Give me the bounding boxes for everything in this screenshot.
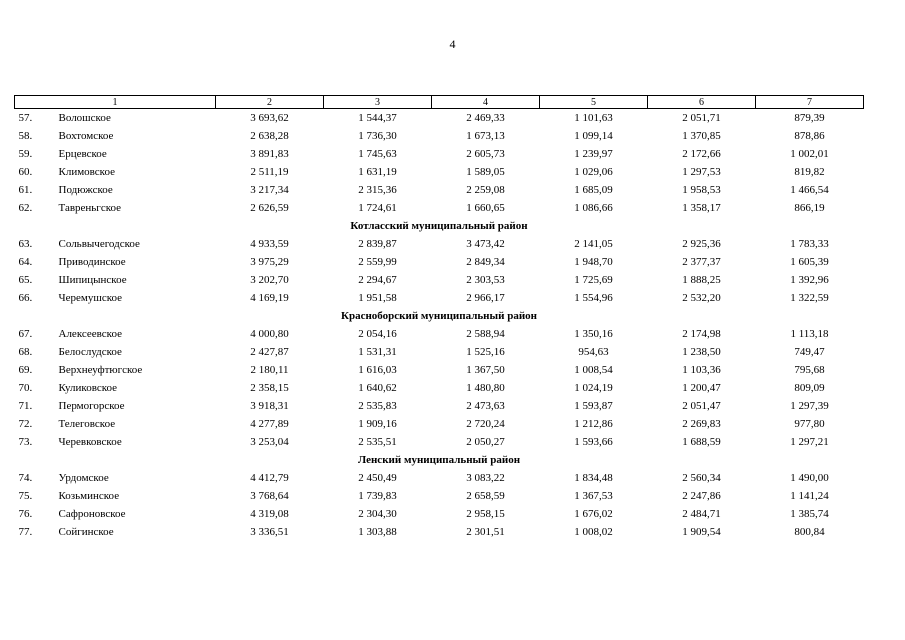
value-cell: 2 377,37 — [682, 255, 721, 268]
value-cell: 1 008,02 — [574, 525, 613, 538]
section-header-row — [15, 451, 864, 469]
value-cell: 866,19 — [794, 201, 825, 214]
value-cell: 3 217,34 — [250, 183, 289, 196]
table-row — [15, 109, 864, 128]
value-cell: 1 631,19 — [358, 165, 397, 178]
value-cell: 2 925,36 — [682, 237, 721, 250]
value-cell: 1 676,02 — [574, 507, 613, 520]
settlement-name: Пермогорское — [58, 399, 125, 412]
settlement-cell — [15, 271, 216, 289]
value-cell: 3 473,42 — [466, 237, 505, 250]
data-table — [14, 95, 864, 541]
row-number: 76. — [18, 507, 33, 520]
section-title: Котласский муниципальный район — [350, 219, 528, 232]
value-cell: 2 484,71 — [682, 507, 721, 520]
table-body — [15, 109, 864, 542]
table-row — [15, 415, 864, 433]
value-cell: 1 024,19 — [574, 381, 613, 394]
value-cell: 2 559,99 — [358, 255, 397, 268]
value-cell: 1 086,66 — [574, 201, 613, 214]
value-cell: 2 050,27 — [466, 435, 505, 448]
settlement-name: Козьминское — [58, 489, 120, 502]
row-number: 59. — [18, 147, 33, 160]
settlement-cell — [15, 379, 216, 397]
value-cell: 1 688,59 — [682, 435, 721, 448]
settlement-cell — [15, 433, 216, 451]
value-cell: 2 294,67 — [358, 273, 397, 286]
settlement-name: Белослудское — [58, 345, 122, 358]
table-row — [15, 127, 864, 145]
value-cell: 1 113,18 — [790, 327, 829, 340]
settlement-name: Ерцевское — [58, 147, 107, 160]
value-cell: 1 783,33 — [790, 237, 829, 250]
row-number: 65. — [18, 273, 33, 286]
value-cell: 1 029,06 — [574, 165, 613, 178]
column-header: 6 — [648, 96, 756, 109]
settlement-name: Урдомское — [58, 471, 109, 484]
value-cell: 1 099,14 — [574, 129, 613, 142]
column-header: 4 — [432, 96, 540, 109]
table-row — [15, 325, 864, 343]
value-cell: 1 736,30 — [358, 129, 397, 142]
row-number: 63. — [18, 237, 33, 250]
value-cell: 4 277,89 — [250, 417, 289, 430]
value-cell: 1 909,54 — [682, 525, 721, 538]
value-cell: 1 888,25 — [682, 273, 721, 286]
value-cell: 4 169,19 — [250, 291, 289, 304]
value-cell: 2 450,49 — [358, 471, 397, 484]
value-cell: 2 658,59 — [466, 489, 505, 502]
settlement-name: Тавреньгское — [58, 201, 122, 214]
settlement-cell — [15, 109, 216, 128]
value-cell: 954,63 — [578, 345, 609, 358]
row-number: 72. — [18, 417, 33, 430]
page-number: 4 — [449, 37, 456, 51]
table-row — [15, 505, 864, 523]
value-cell: 2 958,15 — [466, 507, 505, 520]
value-cell: 2 301,51 — [466, 525, 505, 538]
value-cell: 2 358,15 — [250, 381, 289, 394]
settlement-cell — [15, 163, 216, 181]
table-row — [15, 199, 864, 217]
value-cell: 2 269,83 — [682, 417, 721, 430]
value-cell: 2 051,71 — [682, 111, 721, 124]
value-cell: 3 336,51 — [250, 525, 289, 538]
value-cell: 4 933,59 — [250, 237, 289, 250]
value-cell: 1 141,24 — [790, 489, 829, 502]
row-number: 69. — [18, 363, 33, 376]
value-cell: 1 008,54 — [574, 363, 613, 376]
value-cell: 4 319,08 — [250, 507, 289, 520]
value-cell: 1 554,96 — [574, 291, 613, 304]
value-cell: 1 951,58 — [358, 291, 397, 304]
value-cell: 2 247,86 — [682, 489, 721, 502]
settlement-name: Черемушское — [58, 291, 123, 304]
row-number: 73. — [18, 435, 33, 448]
row-number: 77. — [18, 525, 33, 538]
value-cell: 3 202,70 — [250, 273, 289, 286]
section-title: Красноборский муниципальный район — [340, 309, 537, 322]
value-cell: 2 535,83 — [358, 399, 397, 412]
value-cell: 879,39 — [794, 111, 825, 124]
value-cell: 1 370,85 — [682, 129, 721, 142]
settlement-name: Сойгинское — [58, 525, 114, 538]
value-cell: 1 725,69 — [574, 273, 613, 286]
settlement-cell — [15, 127, 216, 145]
table-row — [15, 271, 864, 289]
value-cell: 3 768,64 — [250, 489, 289, 502]
settlement-cell — [15, 181, 216, 199]
settlement-name: Верхнеуфтюгское — [58, 363, 143, 376]
value-cell: 1 724,61 — [358, 201, 397, 214]
row-number: 57. — [18, 111, 33, 124]
settlement-cell — [15, 253, 216, 271]
value-cell: 4 000,80 — [250, 327, 289, 340]
value-cell: 1 593,87 — [574, 399, 613, 412]
value-cell: 1 385,74 — [790, 507, 829, 520]
row-number: 71. — [18, 399, 33, 412]
value-cell: 1 616,03 — [358, 363, 397, 376]
table-row — [15, 289, 864, 307]
settlement-cell — [15, 415, 216, 433]
settlement-name: Волошское — [58, 111, 111, 124]
value-cell: 3 253,04 — [250, 435, 289, 448]
settlement-name: Шипицынское — [58, 273, 127, 286]
table-row — [15, 361, 864, 379]
table-row — [15, 433, 864, 451]
value-cell: 2 605,73 — [466, 147, 505, 160]
value-cell: 1 673,13 — [466, 129, 505, 142]
value-cell: 2 588,94 — [466, 327, 505, 340]
value-cell: 1 531,31 — [358, 345, 397, 358]
value-cell: 1 660,65 — [466, 201, 505, 214]
value-cell: 2 315,36 — [358, 183, 397, 196]
value-cell: 1 834,48 — [574, 471, 613, 484]
value-cell: 2 966,17 — [466, 291, 505, 304]
row-number: 62. — [18, 201, 33, 214]
value-cell: 1 200,47 — [682, 381, 721, 394]
settlement-cell — [15, 523, 216, 541]
value-cell: 1 958,53 — [682, 183, 721, 196]
value-cell: 1 322,59 — [790, 291, 829, 304]
settlement-cell — [15, 487, 216, 505]
settlement-name: Климовское — [58, 165, 115, 178]
settlement-name: Куликовское — [58, 381, 118, 394]
value-cell: 2 626,59 — [250, 201, 289, 214]
value-cell: 1 101,63 — [574, 111, 613, 124]
value-cell: 1 490,00 — [790, 471, 829, 484]
value-cell: 1 909,16 — [358, 417, 397, 430]
settlement-cell — [15, 325, 216, 343]
value-cell: 2 259,08 — [466, 183, 505, 196]
settlement-name: Черевковское — [58, 435, 122, 448]
row-number: 68. — [18, 345, 33, 358]
value-cell: 1 002,01 — [790, 147, 829, 160]
value-cell: 2 427,87 — [250, 345, 289, 358]
value-cell: 3 693,62 — [250, 111, 289, 124]
value-cell: 2 174,98 — [682, 327, 721, 340]
value-cell: 1 367,53 — [574, 489, 613, 502]
value-cell: 1 212,86 — [574, 417, 613, 430]
settlement-cell — [15, 145, 216, 163]
value-cell: 2 511,19 — [250, 165, 289, 178]
settlement-cell — [15, 235, 216, 253]
value-cell: 1 367,50 — [466, 363, 505, 376]
value-cell: 3 975,29 — [250, 255, 289, 268]
table-row — [15, 469, 864, 487]
row-number: 60. — [18, 165, 33, 178]
value-cell: 2 172,66 — [682, 147, 721, 160]
table-row — [15, 487, 864, 505]
settlement-cell — [15, 397, 216, 415]
value-cell: 1 239,97 — [574, 147, 613, 160]
settlement-cell — [15, 361, 216, 379]
settlement-name: Подюжское — [58, 183, 113, 196]
value-cell: 1 948,70 — [574, 255, 613, 268]
settlement-cell — [15, 289, 216, 307]
settlement-cell — [15, 469, 216, 487]
value-cell: 1 297,21 — [790, 435, 829, 448]
value-cell: 1 593,66 — [574, 435, 613, 448]
section-title: Ленский муниципальный район — [357, 453, 521, 466]
value-cell: 1 238,50 — [682, 345, 721, 358]
value-cell: 878,86 — [794, 129, 825, 142]
value-cell: 1 297,53 — [682, 165, 721, 178]
row-number: 70. — [18, 381, 33, 394]
value-cell: 2 535,51 — [358, 435, 397, 448]
section-header-row — [15, 307, 864, 325]
value-cell: 2 180,11 — [250, 363, 289, 376]
value-cell: 800,84 — [794, 525, 825, 538]
value-cell: 2 303,53 — [466, 273, 505, 286]
settlement-cell — [15, 199, 216, 217]
value-cell: 819,82 — [794, 165, 825, 178]
value-cell: 2 849,34 — [466, 255, 505, 268]
value-cell: 1 544,37 — [358, 111, 397, 124]
row-number: 74. — [18, 471, 33, 484]
value-cell: 1 466,54 — [790, 183, 829, 196]
value-cell: 2 720,24 — [466, 417, 505, 430]
value-cell: 1 103,36 — [682, 363, 721, 376]
value-cell: 795,68 — [794, 363, 825, 376]
settlement-name: Телеговское — [58, 417, 116, 430]
value-cell: 2 051,47 — [682, 399, 721, 412]
value-cell: 1 480,80 — [466, 381, 505, 394]
value-cell: 4 412,79 — [250, 471, 289, 484]
value-cell: 1 392,96 — [790, 273, 829, 286]
value-cell: 1 303,88 — [358, 525, 397, 538]
value-cell: 1 745,63 — [358, 147, 397, 160]
value-cell: 2 839,87 — [358, 237, 397, 250]
column-header: 3 — [324, 96, 432, 109]
row-number: 66. — [18, 291, 33, 304]
table-row — [15, 253, 864, 271]
value-cell: 2 141,05 — [574, 237, 613, 250]
settlement-name: Сафроновское — [58, 507, 126, 520]
settlement-name: Приводинское — [58, 255, 126, 268]
value-cell: 1 297,39 — [790, 399, 829, 412]
value-cell: 2 638,28 — [250, 129, 289, 142]
value-cell: 2 560,34 — [682, 471, 721, 484]
value-cell: 749,47 — [794, 345, 825, 358]
settlement-name: Сольвычегодское — [58, 237, 140, 250]
row-number: 61. — [18, 183, 33, 196]
value-cell: 1 350,16 — [574, 327, 613, 340]
table-row — [15, 523, 864, 541]
value-cell: 1 358,17 — [682, 201, 721, 214]
table-row — [15, 163, 864, 181]
value-cell: 1 739,83 — [358, 489, 397, 502]
value-cell: 1 525,16 — [466, 345, 505, 358]
value-cell: 2 532,20 — [682, 291, 721, 304]
value-cell: 3 891,83 — [250, 147, 289, 160]
column-header: 1 — [15, 96, 216, 109]
value-cell: 2 304,30 — [358, 507, 397, 520]
settlement-cell — [15, 343, 216, 361]
column-header: 7 — [756, 96, 864, 109]
settlement-name: Вохтомское — [58, 129, 114, 142]
value-cell: 1 605,39 — [790, 255, 829, 268]
table-row — [15, 397, 864, 415]
settlement-name: Алексеевское — [58, 327, 122, 340]
column-header-row — [15, 96, 864, 109]
row-number: 64. — [18, 255, 33, 268]
value-cell: 3 918,31 — [250, 399, 289, 412]
table-row — [15, 343, 864, 361]
row-number: 67. — [18, 327, 33, 340]
table-row — [15, 145, 864, 163]
table-row — [15, 235, 864, 253]
value-cell: 977,80 — [794, 417, 825, 430]
value-cell: 2 469,33 — [466, 111, 505, 124]
value-cell: 2 473,63 — [466, 399, 505, 412]
value-cell: 3 083,22 — [466, 471, 505, 484]
value-cell: 1 589,05 — [466, 165, 505, 178]
settlement-cell — [15, 505, 216, 523]
section-header-row — [15, 217, 864, 235]
row-number: 58. — [18, 129, 33, 142]
value-cell: 1 640,62 — [358, 381, 397, 394]
table-row — [15, 181, 864, 199]
value-cell: 2 054,16 — [358, 327, 397, 340]
value-cell: 809,09 — [794, 381, 825, 394]
table-row — [15, 379, 864, 397]
row-number: 75. — [18, 489, 33, 502]
column-header: 2 — [216, 96, 324, 109]
column-header: 5 — [540, 96, 648, 109]
value-cell: 1 685,09 — [574, 183, 613, 196]
